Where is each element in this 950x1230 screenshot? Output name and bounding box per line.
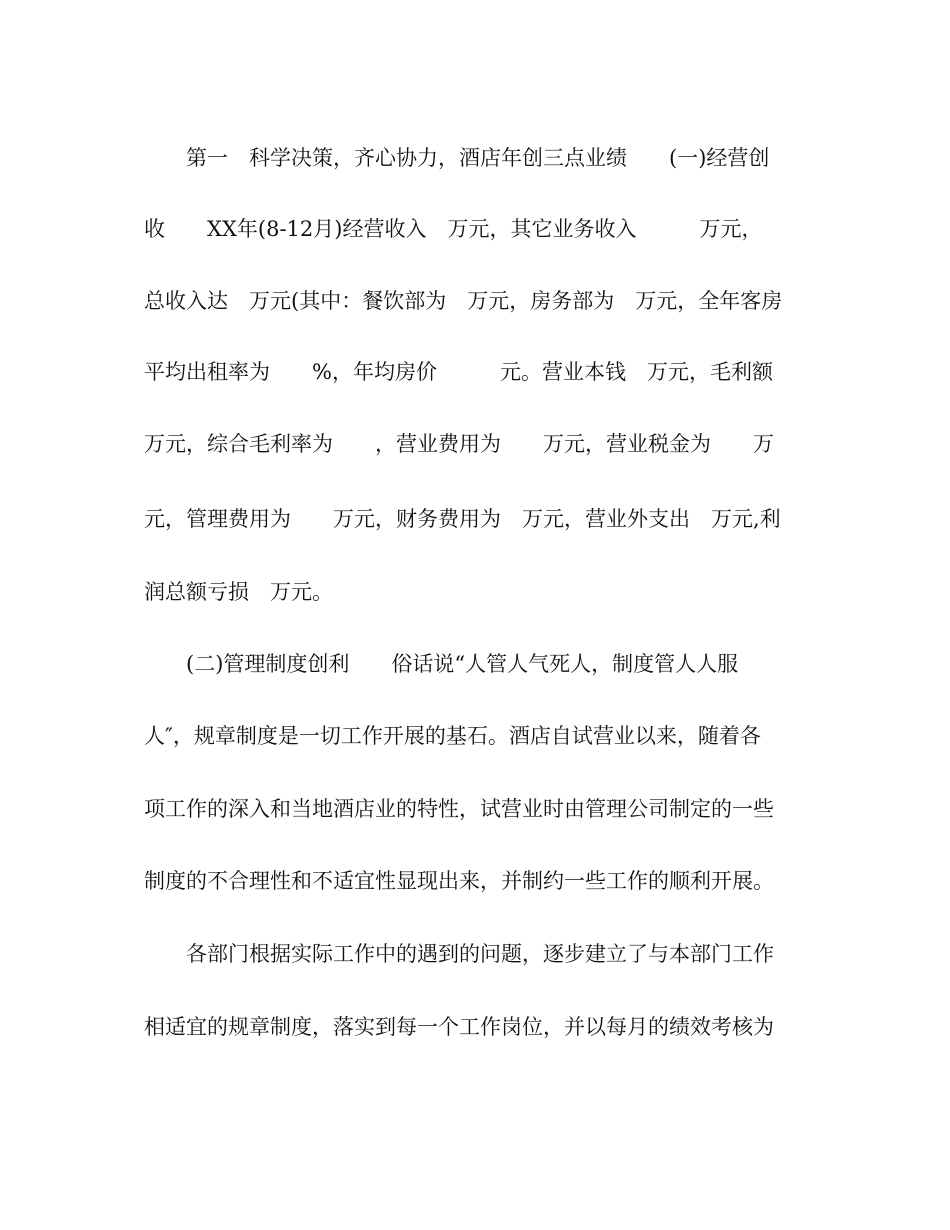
text-line: 润总额亏损 万元。 <box>144 580 333 604</box>
text-line: 第一 科学决策，齐心协力，酒店年创三点业绩 (一)经营创 <box>144 146 770 170</box>
text-line: 相适宜的规章制度，落实到每一个工作岗位，并以每月的绩效考核为 <box>144 1015 774 1039</box>
text-line: 收 XX年(8-12月)经营收入 万元，其它业务收入 万元， <box>144 217 763 241</box>
text-line: 制度的不合理性和不适宜性显现出来，并制约一些工作的顺利开展。 <box>144 869 774 893</box>
text-line: 总收入达 万元(其中：餐饮部为 万元，房务部为 万元，全年客房 <box>144 289 783 313</box>
text-line: 元，管理费用为 万元，财务费用为 万元，营业外支出 万元,利 <box>144 507 781 531</box>
text-line: 项工作的深入和当地酒店业的特性，试营业时由管理公司制定的一些 <box>144 797 774 821</box>
text-line: 平均出租率为 %，年均房价 元。营业本钱 万元，毛利额 <box>144 360 773 384</box>
text-line: 人″，规章制度是一切工作开展的基石。酒店自试营业以来，随着各 <box>144 724 761 748</box>
text-line: 各部门根据实际工作中的遇到的问题，逐步建立了与本部门工作 <box>144 942 774 966</box>
text-line: (二)管理制度创利 俗话说“人管人气死人，制度管人人服 <box>144 652 739 676</box>
text-line: 万元，综合毛利率为 ，营业费用为 万元，营业税金为 万 <box>144 432 774 456</box>
